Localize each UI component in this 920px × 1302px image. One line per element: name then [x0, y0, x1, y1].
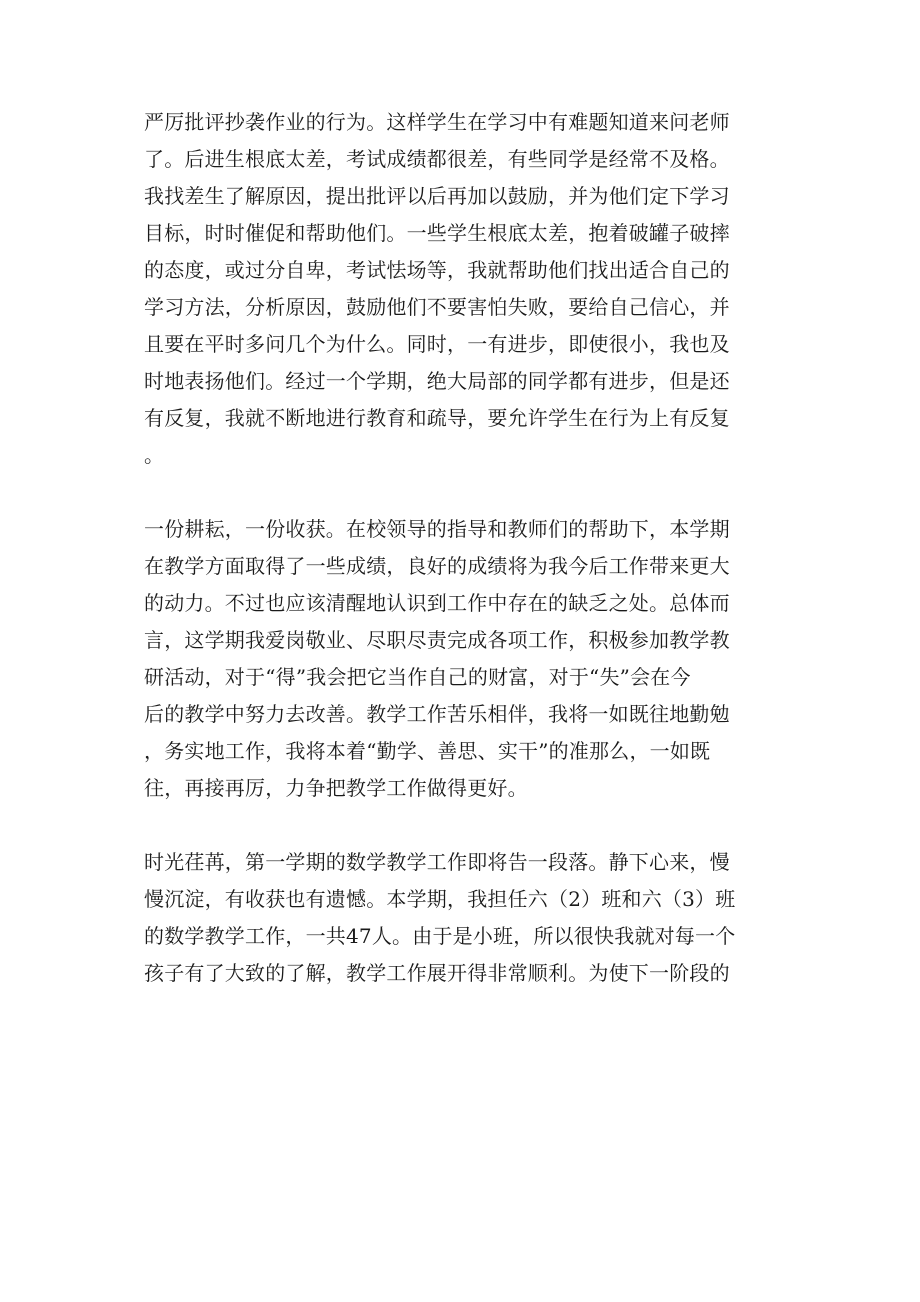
text-line: 学习方法，分析原因，鼓励他们不要害怕失败，要给自己信心，并: [144, 295, 730, 319]
text-line: 严厉批评抄袭作业的行为。这样学生在学习中有难题知道来问老师: [144, 110, 730, 134]
text-line: 且要在平时多问几个为什么。同时，一有进步，即使很小，我也及: [144, 332, 730, 356]
text-line: 的动力。不过也应该清醒地认识到工作中存在的缺乏之处。总体而: [144, 591, 730, 615]
text-line: 时地表扬他们。经过一个学期，绝大局部的同学都有进步，但是还: [144, 369, 730, 393]
text-line: 我找差生了解原因，提出批评以后再加以鼓励，并为他们定下学习: [144, 184, 730, 208]
document-body: [144, 104, 784, 992]
text-line: 一份耕耘，一份收获。在校领导的指导和教师们的帮助下，本学期: [144, 517, 730, 541]
paragraph-spacer: [144, 474, 784, 511]
text-line: 研活动，对于“得”我会把它当作自己的财富，对于“失”会在今: [144, 665, 691, 689]
text-line: 的数学教学工作，一共47人。由于是小班，所以很快我就对每一个: [144, 924, 736, 948]
text-line: 言，这学期我爱岗敬业、尽职尽责完成各项工作，积极参加教学教: [144, 628, 730, 652]
text-line: 时光荏苒，第一学期的数学教学工作即将告一段落。静下心来，慢: [144, 850, 730, 874]
text-line: 了。后进生根底太差，考试成绩都很差，有些同学是经常不及格。: [144, 147, 730, 171]
text-line: 的态度，或过分自卑，考试怯场等，我就帮助他们找出适合自己的: [144, 258, 730, 282]
text-line: 慢沉淀，有收获也有遗憾。本学期，我担任六（2）班和六（3）班: [144, 887, 736, 911]
paragraph-3: [144, 844, 784, 992]
text-line: 。: [144, 443, 165, 467]
text-line: 在教学方面取得了一些成绩，良好的成绩将为我今后工作带来更大: [144, 554, 730, 578]
paragraph-1: [144, 104, 784, 474]
text-line: 后的教学中努力去改善。教学工作苦乐相伴，我将一如既往地勤勉: [144, 702, 730, 726]
text-line: 孩子有了大致的了解，教学工作展开得非常顺利。为使下一阶段的: [144, 961, 730, 985]
text-line: ，务实地工作，我将本着“勤学、善思、实干”的准那么，一如既: [144, 739, 711, 763]
paragraph-spacer: [144, 807, 784, 844]
paragraph-2: [144, 511, 784, 807]
text-line: 往，再接再厉，力争把教学工作做得更好。: [144, 776, 528, 800]
text-line: 有反复，我就不断地进行教育和疏导，要允许学生在行为上有反复: [144, 406, 730, 430]
text-line: 目标，时时催促和帮助他们。一些学生根底太差，抱着破罐子破摔: [144, 221, 730, 245]
